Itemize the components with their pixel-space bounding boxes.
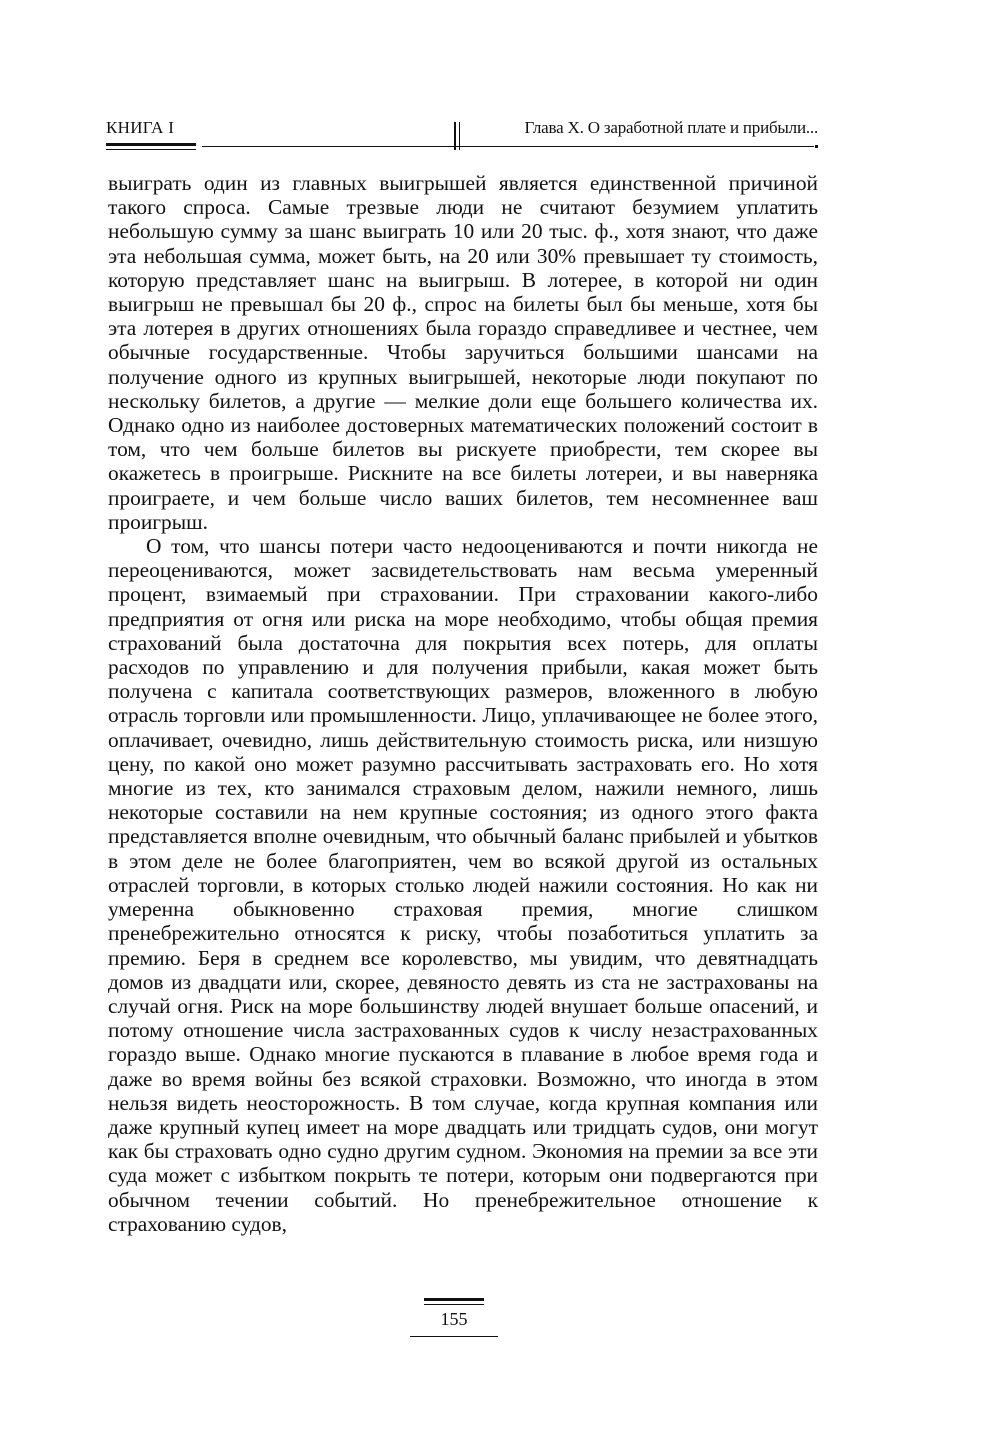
body-text xyxy=(108,171,818,1271)
footer-rule xyxy=(410,1336,498,1337)
page-number: 155 xyxy=(440,1309,468,1329)
paragraph-continued: выиграть один из главных выигрышей является единственной причиной такого спроса. Самые трезвые люди не считают безумием уплатить небольшую сумму за шанс выиграть 10 или 20 тыс. ф., хотя знают, что даже эта небольшая сумма, может быть, на 20 или 30% превышает ту стоимость, которую представляет шанс на выигрыш. В лотерее, в которой ни один выигрыш не превышал бы 20 ф., спрос на билеты был бы меньше, хотя бы эта лотерея в других отношениях была гораздо справедливее и честнее, чем обычные государственные. Чтобы заручиться большими шансами на получение одного из крупных выигрышей, некоторые люди покупают по нескольку билетов, а другие — мелкие доли еще большего количества их. Однако одно из наиболее достоверных математических положений состоит в том, что чем больше билетов вы рискуете приобрести, тем скорее вы окажетесь в проигрыше. Рискните на все билеты лотереи, и вы наверняка проиграете, и чем больше число ваших билетов, тем несомненнее ваш проигрыш. xyxy=(108,171,818,534)
footer-rule-thin xyxy=(424,1304,484,1305)
header-rule xyxy=(202,146,814,147)
header-divider-bar-thin xyxy=(459,122,460,150)
chapter-title: Глава X. О заработной плате и прибыли... xyxy=(524,118,818,137)
footer-rule-thick xyxy=(424,1298,484,1301)
header-rule-thick xyxy=(106,143,196,146)
header-divider-bar xyxy=(454,122,456,150)
book-label: КНИГА I xyxy=(106,118,175,137)
page-footer xyxy=(406,1298,502,1342)
header-rule-thin xyxy=(106,149,196,150)
header-rule-end xyxy=(815,145,818,148)
paragraph: О том, что шансы потери часто недооцениваются и почти никогда не переоцениваются, может засвидетельствовать нам весьма умеренный процент, взимаемый при страховании. При страховании какого-либо предприятия от огня или риска на море необходимо, чтобы общая премия страхований была достаточна для покрытия всех потерь, для оплаты расходов по управлению и для получения прибыли, какая может быть получена с капитала соответствующих размеров, вложенного в любую отрасль торговли или промышленности. Лицо, уплачивающее не более этого, оплачивает, очевидно, лишь действительную стоимость риска, или низшую цену, по какой оно может разумно рассчитывать застраховать его. Но хотя многие из тех, кто занимался страховым делом, нажили немного, лишь некоторые составили на нем крупные состояния; из одного этого факта представляется вполне очевидным, что обычный баланс прибылей и убытков в этом деле не более благоприятен, чем во всякой другой из остальных отраслей торговли, в которых столько людей нажили состояния. Но как ни умеренна обыкновенно страховая премия, многие слишком пренебрежительно относятся к риску, чтобы позаботиться уплатить за премию. Беря в среднем все королевство, мы увидим, что девятнадцать домов из двадцати или, скорее, девяносто девять из ста не застрахованы на случай огня. Риск на море большинству людей внушает больше опасений, и потому отношение числа застрахованных судов к числу незастрахованных гораздо выше. Однако многие пускаются в плавание в любое время года и даже во время войны без всякой страховки. Возможно, что иногда в этом нельзя видеть неосторожность. В том случае, когда крупная компания или даже крупный купец имеет на море двадцать или тридцать судов, они могут как бы страховать одно судно другим судном. Экономия на премии за все эти суда может с избытком покрыть те потери, которым они подвергаются при обычном течении событий. Но пренебрежительное отношение к страхованию судов, xyxy=(108,534,818,1236)
running-header xyxy=(106,118,818,158)
